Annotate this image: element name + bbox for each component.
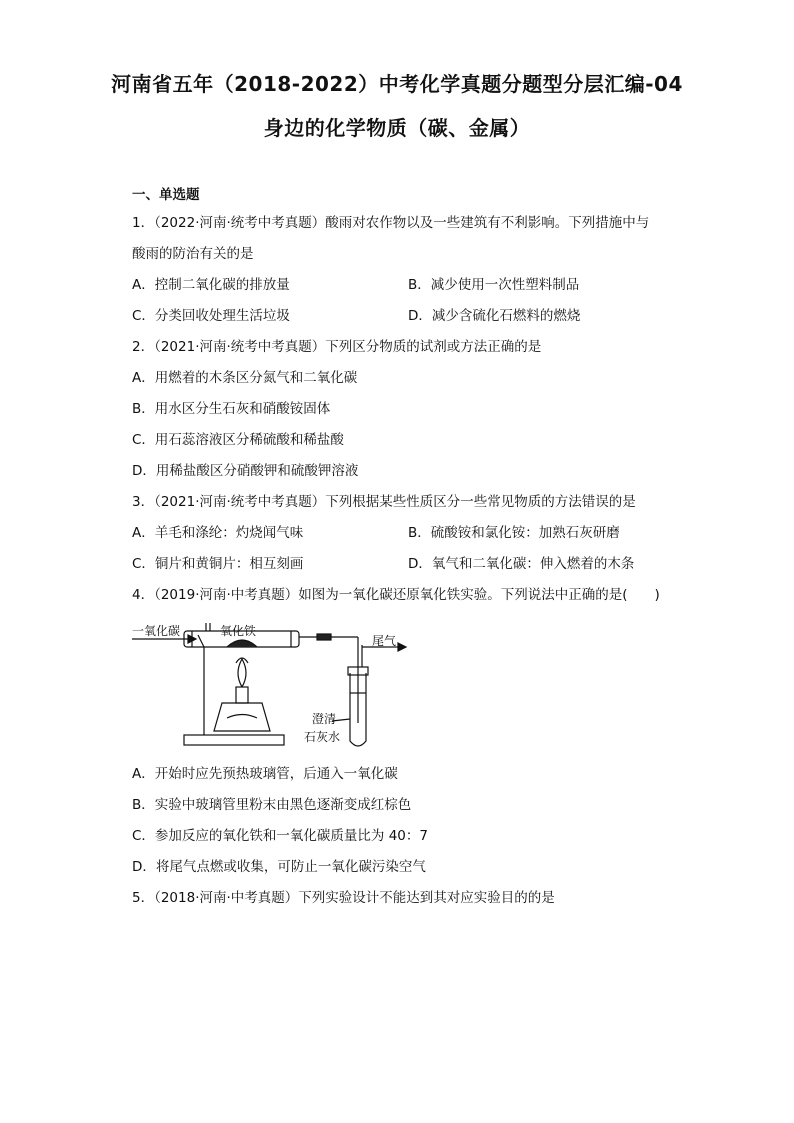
q4-option-b: B．实验中玻璃管里粉末由黑色逐渐变成红棕色	[132, 797, 412, 813]
q4-option-d: D．将尾气点燃或收集，可防止一氧化碳污染空气	[132, 859, 426, 875]
stand-base	[184, 735, 284, 745]
q1-stem-line1: 1．（2022·河南·统考中考真题）酸雨对农作物以及一些建筑有不利影响。下列措施中与	[132, 215, 650, 231]
q2-option-d: D．用稀盐酸区分硝酸钾和硫酸钾溶液	[132, 463, 359, 479]
q2-option-b: B．用水区分生石灰和硝酸铵固体	[132, 401, 331, 417]
alcohol-lamp	[214, 703, 270, 731]
q3-option-d: D．氧气和二氧化碳：伸入燃着的木条	[408, 556, 635, 572]
q4-option-c: C．参加反应的氧化铁和一氧化碳质量比为 40：7	[132, 828, 428, 844]
q4-option-a: A．开始时应先预热玻璃管，后通入一氧化碳	[132, 766, 398, 782]
label-tail-gas: 尾气	[372, 634, 397, 648]
title-line-1: 河南省五年（2018-2022）中考化学真题分题型分层汇编-04	[111, 72, 683, 96]
q2-option-c: C．用石蕊溶液区分稀硫酸和稀盐酸	[132, 432, 344, 448]
section-heading: 一、单选题	[132, 187, 200, 203]
q1-option-b: B．减少使用一次性塑料制品	[408, 277, 580, 293]
title-line-2: 身边的化学物质（碳、金属）	[263, 116, 531, 140]
q4-stem: 4．（2019·河南·中考真题）如图为一氧化碳还原氧化铁实验。下列说法中正确的是( )	[132, 587, 660, 603]
q3-option-c: C．铜片和黄铜片：相互刻画	[132, 556, 304, 572]
q1-stem-line2: 酸雨的防治有关的是	[132, 246, 254, 262]
label-limewater-2: 石灰水	[304, 730, 341, 744]
co-reduction-apparatus-figure	[132, 623, 432, 753]
q2-stem: 2．（2021·河南·统考中考真题）下列区分物质的试剂或方法正确的是	[132, 339, 542, 355]
lamp-flame	[238, 659, 246, 687]
label-limewater-1: 澄清	[312, 712, 337, 726]
q5-stem: 5．（2018·河南·中考真题）下列实验设计不能达到其对应实验目的的是	[132, 890, 555, 906]
q3-option-a: A．羊毛和涤纶：灼烧闻气味	[132, 525, 304, 541]
label-co: 一氧化碳	[132, 624, 181, 638]
label-fe2o3: 氧化铁	[220, 624, 257, 638]
q3-stem: 3．（2021·河南·统考中考真题）下列根据某些性质区分一些常见物质的方法错误的是	[132, 494, 636, 510]
iron-oxide-powder	[227, 640, 257, 647]
q1-option-c: C．分类回收处理生活垃圾	[132, 308, 290, 324]
q2-option-a: A．用燃着的木条区分氮气和二氧化碳	[132, 370, 358, 386]
q1-option-d: D．减少含硫化石燃料的燃烧	[408, 308, 581, 324]
q3-option-b: B．硫酸铵和氯化铵：加熟石灰研磨	[408, 525, 620, 541]
q1-option-a: A．控制二氧化碳的排放量	[132, 277, 290, 293]
